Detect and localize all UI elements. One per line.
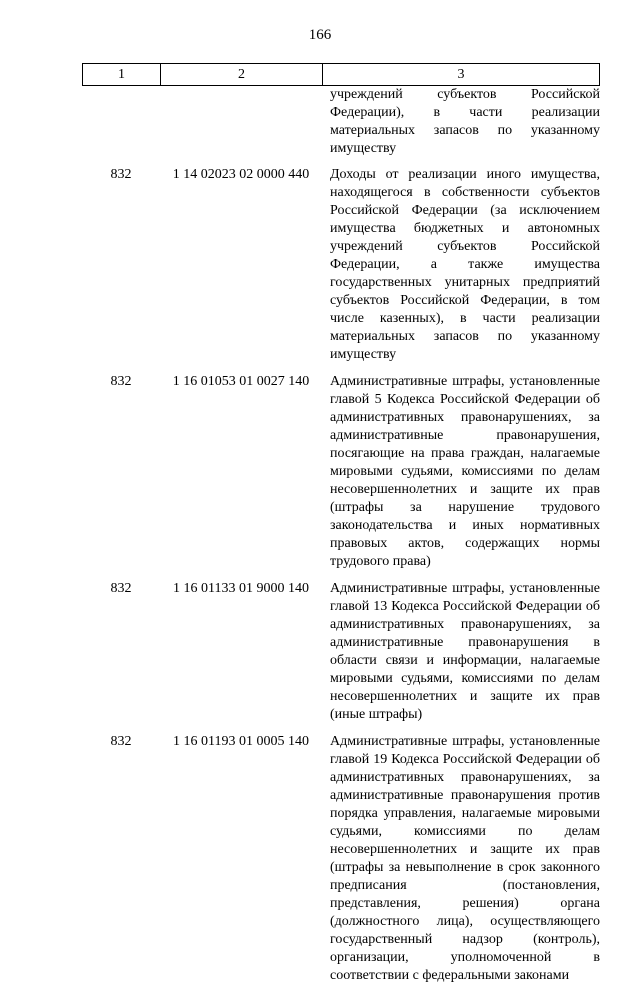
- column-header-1: 1: [83, 64, 161, 85]
- admin-code-cell: 832: [110, 167, 132, 182]
- kbk-code-cell: 1 16 01053 01 0027 140: [172, 374, 310, 389]
- kbk-code-cell: [160, 86, 322, 158]
- table-row: [82, 733, 600, 985]
- description-cell: Административные штрафы, установленные главой 5 Кодекса Российской Федерации об административных правонарушениях, за административные правонарушения, посягающие на права граждан, налагаемые мировыми судьями, комиссиями по делам несовершеннолетних и защите их прав (штрафы за нарушение трудового законодательства и иных нормативных правовых актов, содержащих нормы трудового права): [330, 374, 600, 569]
- revenue-codes-table: [82, 63, 600, 994]
- description-cell: учреждений субъектов Российской Федерации), в части реализации материальных запасов по указанному имуществу: [330, 87, 600, 156]
- column-header-2: 2: [161, 64, 323, 85]
- admin-code-cell: 832: [110, 734, 132, 749]
- table-row: [82, 373, 600, 571]
- kbk-code-cell: 1 14 02023 02 0000 440: [172, 167, 310, 182]
- table-row: [82, 166, 600, 364]
- admin-code-cell: [82, 86, 160, 158]
- table-header-row: [82, 63, 600, 86]
- kbk-code-cell: 1 16 01193 01 0005 140: [173, 734, 309, 749]
- admin-code-cell: 832: [110, 581, 132, 596]
- table-row-continuation: [82, 86, 600, 158]
- column-header-3: 3: [457, 67, 465, 82]
- table-row: [82, 580, 600, 724]
- kbk-code-cell: 1 16 01133 01 9000 140: [173, 581, 309, 596]
- description-cell: Административные штрафы, установленные главой 13 Кодекса Российской Федерации об административных правонарушениях, за административные правонарушения в области связи и информации, налагаемые мировыми судьями, комиссиями по делам несовершеннолетних и защите их прав (иные штрафы): [330, 581, 600, 722]
- description-cell: Доходы от реализации иного имущества, находящегося в собственности субъектов Российской Федерации (за исключением имущества бюджетных и автономных учреждений субъектов Российской Федерации, а также имущества государственных унитарных предприятий субъектов Российской Федерации, в том числе казенных), в части реализации материальных запасов по указанному имуществу: [330, 167, 600, 362]
- page-number: 166: [308, 27, 332, 43]
- admin-code-cell: 832: [110, 374, 132, 389]
- description-cell: Административные штрафы, установленные главой 19 Кодекса Российской Федерации об административных правонарушениях, за административные правонарушения против порядка управления, налагаемые мировыми судьями, комиссиями по делам несовершеннолетних и защите их прав (штрафы за невыполнение в срок законного предписания (постановления, представления, решения) органа (должностного лица), осуществляющего государственный надзор (контроль), организации, уполномоченной в соответствии с федеральными законами: [330, 734, 600, 983]
